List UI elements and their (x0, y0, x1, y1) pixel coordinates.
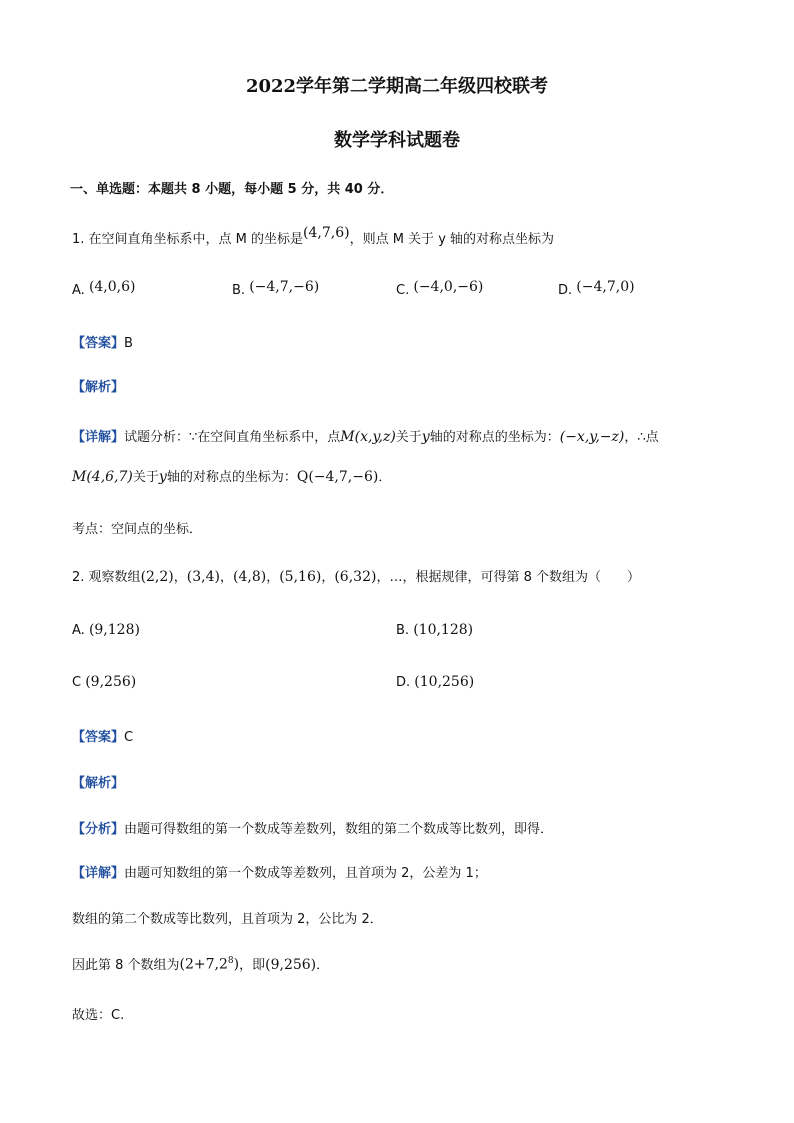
option-value: (−4,0,−6) (413, 279, 484, 295)
question-1-stem (72, 225, 555, 247)
math-point: M(4,6,7) (72, 469, 133, 485)
expr-close: ) (233, 957, 240, 973)
option-value: (−4,7,0) (576, 279, 635, 295)
option-label: A. (72, 623, 85, 638)
detail-text: 关于 (395, 430, 422, 445)
detail-line-3 (72, 954, 329, 973)
math-point: M(x,y,z) (340, 429, 396, 445)
detail-line-2 (72, 466, 391, 485)
option-b[interactable] (232, 279, 320, 298)
detail-line-1 (72, 426, 659, 445)
option-d[interactable] (558, 279, 635, 298)
detail-text: 轴的对称点的坐标为： (429, 430, 560, 445)
option-b[interactable] (396, 622, 473, 638)
expr-exponent: 8 (227, 956, 234, 967)
stem-text: ，…，根据规律，可得第 8 个数组为（ ） (376, 570, 640, 585)
section-heading: 一、单选题：本题共 8 小题，每小题 5 分，共 40 分． (70, 182, 394, 197)
option-a[interactable] (72, 279, 136, 298)
math-array: (2,2) (140, 569, 174, 585)
question-2-stem (72, 566, 640, 585)
option-value: (4,0,6) (88, 279, 136, 295)
option-value: (−4,7,−6) (249, 279, 320, 295)
option-label: D. (396, 675, 411, 690)
math-array: (5,16) (279, 569, 322, 585)
math-point: Q(−4,7,−6) (296, 469, 379, 485)
detail-text: ，∴点 (624, 430, 659, 445)
fenxi-line (72, 818, 553, 837)
separator: ， (219, 570, 233, 585)
option-label: A. (72, 283, 85, 298)
math-array: (9,256) (265, 957, 317, 973)
expr-base: (2+7,2 (179, 957, 228, 973)
detail-text: ，即 (239, 958, 266, 973)
separator: ， (173, 570, 187, 585)
option-c[interactable] (72, 674, 136, 690)
separator: ， (321, 570, 335, 585)
analysis-tag: 【解析】 (72, 776, 125, 791)
option-a[interactable] (72, 622, 140, 638)
question-number: 2. (72, 570, 85, 585)
option-value: (9,256) (85, 674, 137, 690)
detail-line-2: 数组的第二个数成等比数列，且首项为 2，公比为 2． (72, 912, 383, 927)
option-value: (9,128) (88, 622, 140, 638)
detail-text: 由题可知数组的第一个数成等差数列，且首项为 2，公差为 1； (124, 866, 487, 881)
detail-text: 轴的对称点的坐标为： (166, 470, 297, 485)
math-point: (4,7,6) (303, 225, 350, 241)
option-value: (10,256) (414, 674, 475, 690)
math-array: (4,8) (233, 569, 267, 585)
answer-value: C (124, 730, 134, 745)
option-value: (10,128) (413, 622, 474, 638)
option-d[interactable] (396, 674, 474, 690)
question-number: 1. (72, 232, 85, 247)
math-var: y (158, 469, 167, 485)
choose-line: 故选：C. (72, 1008, 125, 1023)
option-label: B. (396, 623, 410, 638)
stem-text: 观察数组 (88, 570, 141, 585)
note: 考点：空间点的坐标． (72, 522, 203, 537)
answer-tag: 【答案】 (72, 730, 125, 745)
option-label: B. (232, 283, 246, 298)
stem-text: ，则点 M 关于 y 轴的对称点坐标为 (349, 232, 555, 247)
option-label: D. (558, 283, 573, 298)
math-var: y (421, 429, 430, 445)
detail-text: 试题分析：∵在空间直角坐标系中，点 (124, 430, 341, 445)
page-title: 2022学年第二学期高二年级四校联考 (245, 76, 549, 97)
option-label: C. (396, 283, 410, 298)
stem-text: 在空间直角坐标系中，点 M 的坐标是 (88, 232, 304, 247)
fenxi-text: 由题可得数组的第一个数成等差数列，数组的第二个数成等比数列，即得． (124, 822, 554, 837)
option-c[interactable] (396, 279, 484, 298)
answer-value: B (124, 336, 133, 351)
separator: ， (266, 570, 280, 585)
math-expression (180, 956, 240, 973)
answer-line (72, 726, 133, 745)
math-point: (−x,y,−z) (559, 429, 625, 445)
detail-text: ． (316, 958, 330, 973)
math-array: (3,4) (186, 569, 220, 585)
option-label: C (72, 675, 82, 690)
fenxi-tag: 【分析】 (72, 822, 125, 837)
detail-text: 因此第 8 个数组为 (72, 958, 180, 973)
detail-text: 关于 (132, 470, 159, 485)
detail-tag: 【详解】 (72, 430, 125, 445)
detail-text: ． (378, 470, 392, 485)
detail-line-1 (72, 862, 487, 881)
detail-tag: 【详解】 (72, 866, 125, 881)
answer-tag: 【答案】 (72, 336, 125, 351)
analysis-tag: 【解析】 (72, 380, 125, 395)
answer-line (72, 332, 133, 351)
math-array: (6,32) (334, 569, 377, 585)
page-subtitle: 数学学科试题卷 (334, 130, 460, 151)
